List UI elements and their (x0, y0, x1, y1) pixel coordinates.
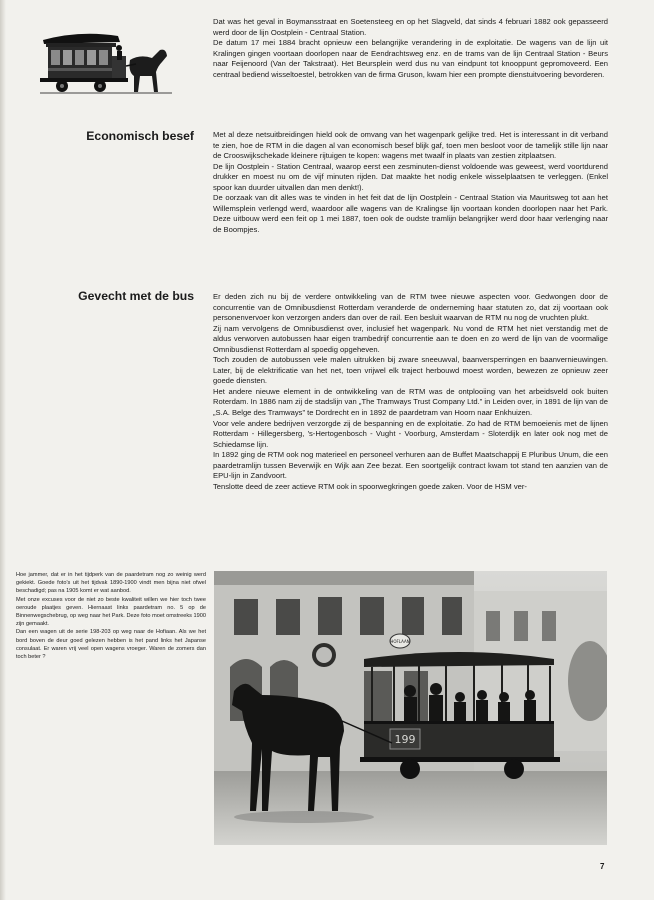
paragraph: Zij nam vervolgens de Omnibusdienst over, inclusief het wagenpark. Nu vond de RTM het niet verstandig met de aldus verworven autobussen haar eigen trambedrijf concurrentie aan te doen en zo werd de lijn van de voormalige Omnibusdienst Rotterdam al spoedig opgeheven. (213, 323, 608, 354)
horse-tram-illustration-icon (40, 26, 172, 106)
paragraph: Toch zouden de autobussen vele malen uitrukken bij zware sneeuwval, baanversperringen en baanvernieuwingen. Later, bij de elektrificatie van het net, toen vrijwel elk traject herbouwd moest worden, bewezen ze opnieuw zeer goede diensten. (213, 355, 608, 386)
paragraph: Dat was het geval in Boymansstraat en Soetensteeg en op het Slagveld, dat sinds 4 februari 1882 ook gepasseerd werd door de lijn Oostplein - Centraal Station. (213, 17, 608, 37)
paragraph: Met al deze netsuitbreidingen hield ook de omvang van het wagenpark gelijke tred. Het is interessant in dit verband te zien, hoe de RTM in die dagen al van economisch besef blijk gaf, toen men besloot voor de tamelijk stille lijn naar de Crooswijkschekade kleinere rijtuigen te kopen: wagens met twaalf in plaats van zestien zitplaatsen. (213, 130, 608, 161)
section-text-gevecht-met-de-bus (213, 292, 608, 492)
caption-paragraph: Dan een wagen uit de serie 198-203 op weg naar de Hofiaan. Als we het bord boven de deur goed gelezen hebben is het pand links het Japanse consulaat. Er waren vrij veel open wagens vroeger. Waren de zomers dan toch beter ? (16, 629, 206, 661)
caption-paragraph: Met onze excuses voor de niet zo beste kwaliteit willen we hier toch twee oeroude plaatjes geven. Hiernaast links paardetram no. 5 op de Binnenwegschebrug, op weg naar het Park. Deze foto moet omstreeks 1900 zijn gemaakt. (16, 596, 206, 628)
paragraph: De oorzaak van dit alles was te vinden in het feit dat de lijn Oostplein - Centraal Station via Mauritsweg tot aan het Willemsplein verlengd werd, waardoor alle wagens van de Kralingse lijn voortaan konden doorlopen naar het Park. Deze uitbouw werd een feit op 1 mei 1887, toen ook de oudste tramlijn belangrijker werd door haar verlenging naar de Boompjes. (213, 193, 608, 234)
section-text-economisch-besef (213, 130, 608, 235)
horse-tram-photo (214, 571, 607, 845)
paragraph: De datum 17 mei 1884 bracht opnieuw een belangrijke verandering in de exploitatie. De wagens van de lijn uit Kralingen gingen voortaan doorlopen naar de Eendrachtsweg enz. en de trams van de lijn Centraal Station - Beurs naar Feijenoord (Van der Takstraat). Het Beursplein werd dus nu van eindpunt tot knooppunt gepromoveerd. Een centraal bediend wisseltoestel, betrokken van de firma Gruson, kwam hier een prompte dienstuitvoering bevorderen. (213, 38, 608, 79)
page-number: 7 (600, 862, 605, 871)
paragraph: Voor vele andere bedrijven verzorgde zij de bespanning en de exploitatie. Zo had de RTM bemoeienis met de lijnen Rotterdam - Hillegersberg, 's-Hertogenbosch - Vught - Voorburg, Amsterdam - Sloterdijk en later ook nog met de Schiedamse lijn. (213, 418, 608, 449)
tram-number: 199 (394, 733, 416, 746)
street-sign-text: HOFLAAN (390, 639, 410, 644)
section-heading-gevecht-met-de-bus: Gevecht met de bus (78, 289, 194, 303)
paragraph: Het andere nieuwe element in de ontwikkeling van de RTM was de ontplooiing van het arbeidsveld ook buiten Roterdam. In 1886 nam zij de stadslijn van „The Tramways Trust Company Ltd.” in Leiden over, in 1891 de lijn van de „S.A. Belge des Tramways” te Dordrecht en in 1892 de paardetram van Hoorn naar Enkhuizen. (213, 386, 608, 418)
intro-text (213, 17, 608, 80)
paragraph: In 1892 ging de RTM ook nog materieel en personeel verhuren aan de Buffet Maatschappij E Pluribus Unum, die een paardetramlijn tussen Beverwijk en Wijk aan Zee bezat. Een soortgelijk contract kwam tot stand ten aanzien van de EPU-lijn in Zandvoort. (213, 450, 608, 481)
page-fold-shadow (0, 0, 6, 900)
paragraph: De lijn Oostplein - Station Centraal, waarop eerst een zesminuten-dienst voldoende was geweest, werd voortdurend drukker en moest nu om de vijf minuten rijden. Dat maakte het nodig enkele wisselplaatsen te verleggen. (Enkel spoor kan duurder uitvallen dan men denkt!). (213, 161, 608, 192)
section-heading-economisch-besef: Economisch besef (86, 129, 194, 143)
caption-paragraph: Hoe jammer, dat er in het tijdperk van de paardetram nog zo weinig werd gekiekt. Goede foto's uit het tijdvak 1890-1900 vindt men bijna niet ofwel beschadigd; pas na 1905 komt er wat aanbod. (16, 572, 206, 595)
photo-caption (16, 571, 206, 661)
paragraph: Er deden zich nu bij de verdere ontwikkeling van de RTM twee nieuwe aspecten voor. Gedwongen door de concurrentie van de Omnibusdienst Rotterdam veranderde de onderneming haar statuten zo, dat zij voortaan ook personenvervoer kon verzorgen anders dan over de rail. Een besluit waarvan de RTM nu nog de vruchten plukt. (213, 292, 608, 323)
paragraph: Tenslotte deed de zeer actieve RTM ook in spoorwegkringen goede zaken. Voor de HSM ver- (213, 481, 527, 491)
